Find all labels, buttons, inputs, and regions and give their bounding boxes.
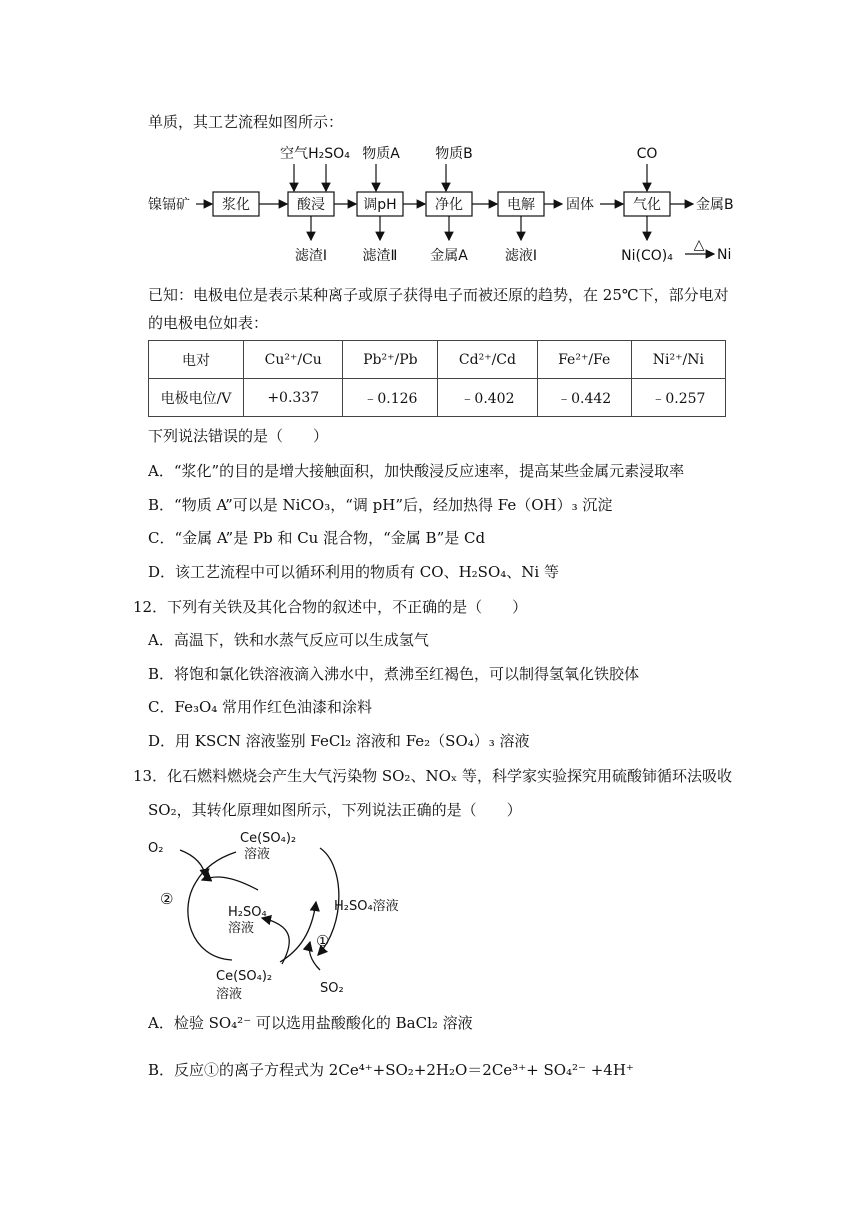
q11-option-d: D．该工艺流程中可以循环利用的物质有 CO、H₂SO₄、Ni 等 [148, 563, 559, 581]
ce-top-sub: 溶液 [244, 847, 271, 862]
input-co: CO [636, 146, 658, 162]
table-header-cell: 电极电位/V [149, 379, 244, 417]
electrode-potential-table [148, 340, 726, 417]
step-label: 浆化 [222, 197, 250, 213]
q12-option-c: C．Fe₃O₄ 常用作红色油漆和涂料 [148, 698, 373, 716]
process-flow-diagram [148, 140, 768, 270]
q12-stem: 12．下列有关铁及其化合物的叙述中，不正确的是（ ） [133, 598, 528, 616]
q12-option-a: A．高温下，铁和水蒸气反应可以生成氢气 [148, 631, 429, 649]
step-label: 酸浸 [297, 197, 325, 213]
output-metal-a: 金属A [430, 248, 468, 264]
table-row [149, 379, 726, 417]
h2so4-out-label: H₂SO₄溶液 [334, 899, 399, 914]
output-ni: Ni [717, 247, 732, 263]
output-metal-b: 金属B [696, 197, 734, 213]
q13-stem-1: 13．化石燃料燃烧会产生大气污染物 SO₂、NOₓ 等，科学家实验探究用硫酸铈循环法吸收 [133, 767, 732, 785]
table-cell: Cd²⁺/Cd [438, 341, 537, 379]
q12-option-b: B．将饱和氯化铁溶液滴入沸水中，煮沸至红褐色，可以制得氢氧化铁胶体 [148, 665, 640, 683]
o2-label: O₂ [148, 841, 164, 856]
table-cell: ﹣0.402 [438, 379, 537, 417]
q13-stem-2: SO₂，其转化原理如图所示，下列说法正确的是（ ） [148, 801, 522, 819]
table-row [149, 341, 726, 379]
cerium-cycle-diagram [140, 820, 430, 1008]
step-label: 气化 [633, 197, 661, 213]
table-cell: ﹣0.257 [631, 379, 725, 417]
table-header-cell: 电对 [149, 341, 244, 379]
ce-top-label: Ce(SO₄)₂ [240, 831, 297, 846]
output-residue-1: 滤渣Ⅰ [294, 248, 328, 264]
table-cell: Cu²⁺/Cu [244, 341, 343, 379]
output-nico4: Ni(CO)₄ [621, 248, 673, 264]
output-residue-2: 滤渣Ⅱ [362, 248, 398, 264]
ce-bottom-sub: 溶液 [216, 987, 243, 1002]
step-label: 净化 [435, 197, 463, 213]
q11-stem: 下列说法错误的是（ ） [148, 427, 329, 445]
h2so4-inner-sub: 溶液 [228, 921, 255, 936]
intro-text: 单质，其工艺流程如图所示： [148, 113, 344, 131]
table-cell: +0.337 [244, 379, 343, 417]
table-cell: Ni²⁺/Ni [631, 341, 725, 379]
solid-label: 固体 [566, 197, 594, 213]
table-cell: ﹣0.126 [343, 379, 438, 417]
reaction-1-label: ① [316, 932, 330, 950]
q11-option-a: A．“浆化”的目的是增大接触面积，加快酸浸反应速率，提高某些金属元素浸取率 [148, 462, 685, 480]
q12-option-d: D．用 KSCN 溶液鉴别 FeCl₂ 溶液和 Fe₂（SO₄）₃ 溶液 [148, 732, 530, 750]
q13-option-b: B．反应①的离子方程式为 2Ce⁴⁺+SO₂+2H₂O＝2Ce³⁺+ SO₄²⁻ +4H⁺ [148, 1061, 634, 1079]
table-cell: Pb²⁺/Pb [343, 341, 438, 379]
table-cell: Fe²⁺/Fe [537, 341, 631, 379]
flow-source-label: 镍镉矿 [148, 197, 190, 213]
known-text-2: 的电极电位如表： [148, 314, 269, 332]
ce-bottom-label: Ce(SO₄)₂ [216, 969, 273, 984]
q13-option-a: A．检验 SO₄²⁻ 可以选用盐酸酸化的 BaCl₂ 溶液 [148, 1014, 473, 1032]
q11-option-c: C．“金属 A”是 Pb 和 Cu 混合物，“金属 B”是 Cd [148, 529, 486, 547]
q11-option-b: B．“物质 A”可以是 NiCO₃，“调 pH”后，经加热得 Fe（OH）₃ 沉淀 [148, 496, 613, 514]
input-air: 空气 [280, 146, 308, 162]
table-cell: ﹣0.442 [537, 379, 631, 417]
input-substance-a: 物质A [362, 146, 400, 162]
input-substance-b: 物质B [435, 146, 473, 162]
known-text-1: 已知：电极电位是表示某种离子或原子获得电子而被还原的趋势，在 25℃下，部分电对 [148, 286, 729, 304]
step-label: 调pH [363, 197, 397, 213]
step-label: 电解 [507, 197, 535, 213]
input-h2so4: H₂SO₄ [308, 146, 350, 162]
reaction-2-label: ② [160, 890, 174, 908]
so2-label: SO₂ [320, 981, 344, 996]
heat-symbol: △ [693, 237, 705, 253]
h2so4-inner-label: H₂SO₄ [228, 905, 267, 920]
output-filtrate-1: 滤液Ⅰ [504, 248, 538, 264]
